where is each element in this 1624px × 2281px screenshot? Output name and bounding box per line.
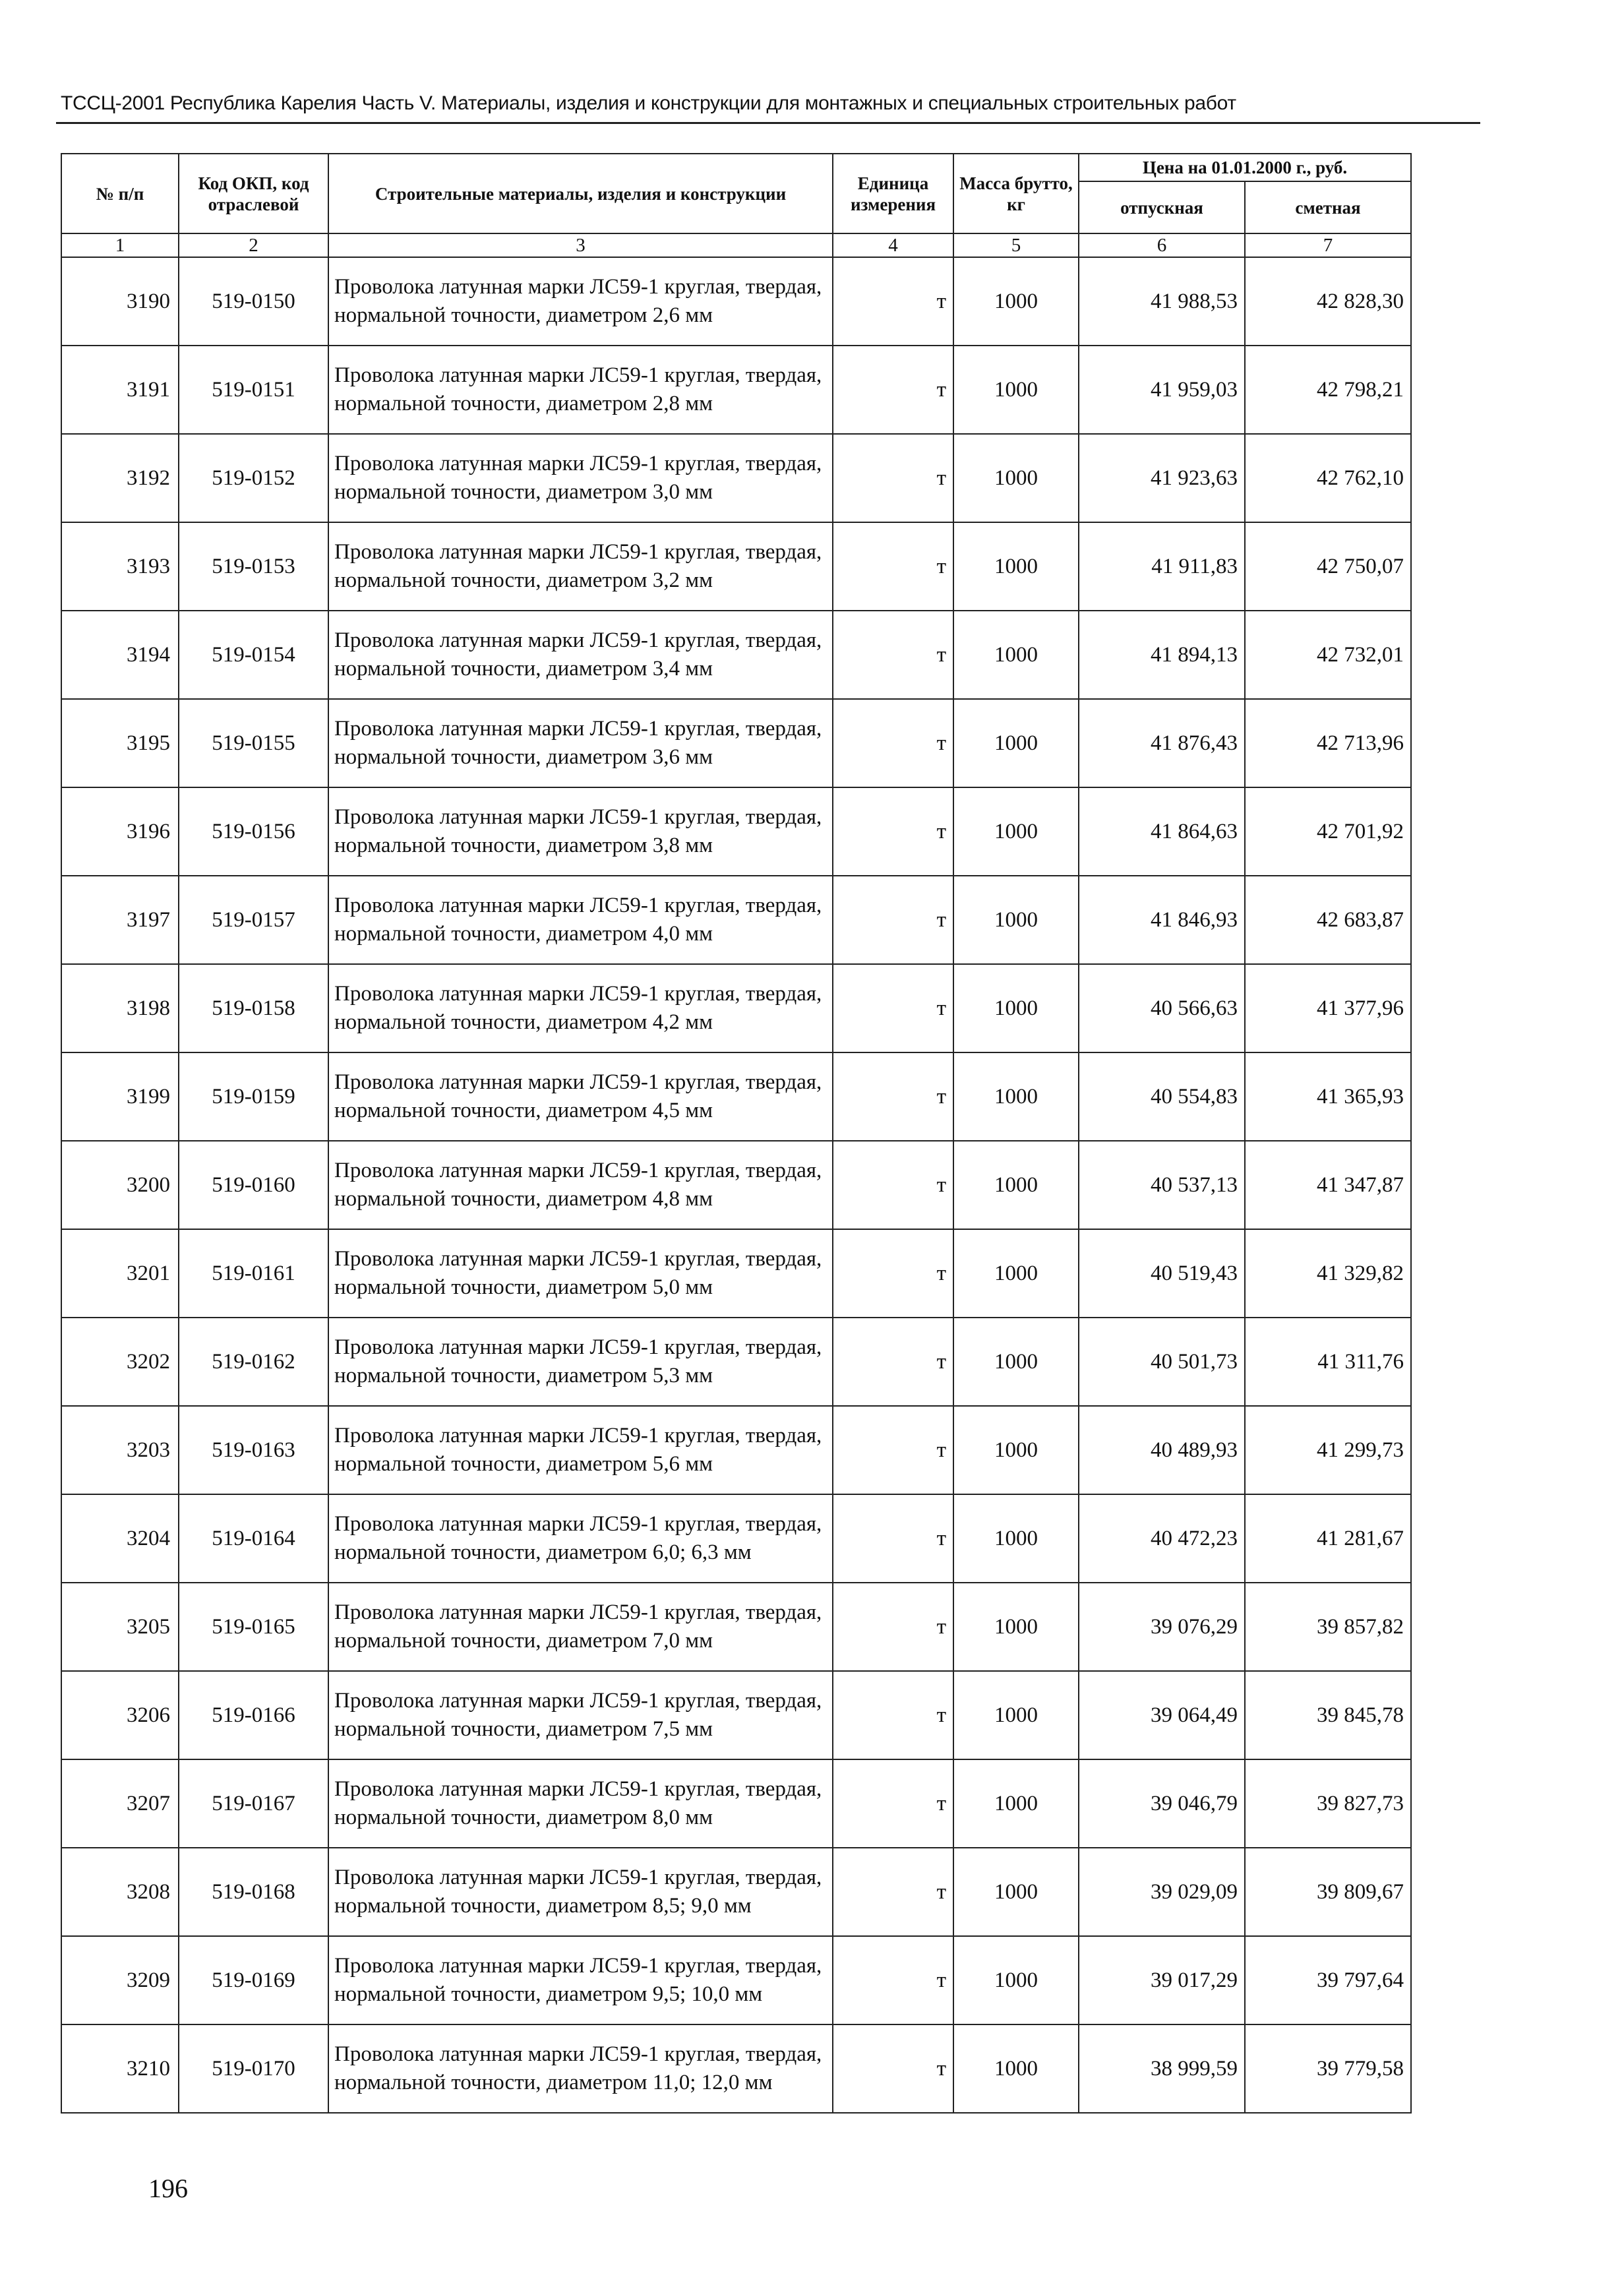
gross-mass: 1000 [953,876,1079,964]
material-name: Проволока латунная марки ЛС59-1 круглая, твердая, нормальной точности, диаметром 4,0 мм [328,876,833,964]
column-number: 2 [179,233,328,257]
header-name: Строительные материалы, изделия и конструкции [328,154,833,233]
price-release: 40 472,23 [1079,1494,1245,1583]
row-number: 3200 [61,1141,179,1229]
row-number: 3206 [61,1671,179,1759]
column-number: 4 [833,233,953,257]
unit-of-measure: т [833,257,953,346]
header-unit: Единица измерения [833,154,953,233]
row-number: 3207 [61,1759,179,1848]
gross-mass: 1000 [953,1494,1079,1583]
unit-of-measure: т [833,1318,953,1406]
material-name: Проволока латунная марки ЛС59-1 круглая, твердая, нормальной точности, диаметром 4,2 мм [328,964,833,1052]
okp-code: 519-0152 [179,434,328,522]
okp-code: 519-0170 [179,2024,328,2113]
price-estimate: 39 827,73 [1245,1759,1411,1848]
material-name: Проволока латунная марки ЛС59-1 круглая, твердая, нормальной точности, диаметром 4,8 мм [328,1141,833,1229]
material-name: Проволока латунная марки ЛС59-1 круглая, твердая, нормальной точности, диаметром 8,5; 9,0 мм [328,1848,833,1936]
row-number: 3191 [61,346,179,434]
row-number: 3192 [61,434,179,522]
okp-code: 519-0156 [179,787,328,876]
row-number: 3208 [61,1848,179,1936]
material-name: Проволока латунная марки ЛС59-1 круглая, твердая, нормальной точности, диаметром 9,5; 10,0 мм [328,1936,833,2024]
gross-mass: 1000 [953,346,1079,434]
material-name: Проволока латунная марки ЛС59-1 круглая, твердая, нормальной точности, диаметром 3,6 мм [328,699,833,787]
running-header: ТССЦ-2001 Республика Карелия Часть V. Материалы, изделия и конструкции для монтажных и специальных строительных работ [61,92,1236,114]
row-number: 3210 [61,2024,179,2113]
table-row [61,1848,1411,1936]
material-name: Проволока латунная марки ЛС59-1 круглая, твердая, нормальной точности, диаметром 7,0 мм [328,1583,833,1671]
column-number: 3 [328,233,833,257]
material-name: Проволока латунная марки ЛС59-1 круглая, твердая, нормальной точности, диаметром 8,0 мм [328,1759,833,1848]
okp-code: 519-0153 [179,522,328,611]
price-estimate: 39 809,67 [1245,1848,1411,1936]
unit-of-measure: т [833,699,953,787]
gross-mass: 1000 [953,1583,1079,1671]
gross-mass: 1000 [953,964,1079,1052]
unit-of-measure: т [833,1759,953,1848]
okp-code: 519-0155 [179,699,328,787]
column-number: 1 [61,233,179,257]
table-row [61,876,1411,964]
unit-of-measure: т [833,434,953,522]
okp-code: 519-0166 [179,1671,328,1759]
material-name: Проволока латунная марки ЛС59-1 круглая, твердая, нормальной точности, диаметром 3,0 мм [328,434,833,522]
okp-code: 519-0159 [179,1052,328,1141]
price-release: 40 554,83 [1079,1052,1245,1141]
price-release: 40 519,43 [1079,1229,1245,1318]
table-row [61,257,1411,346]
table-row [61,1494,1411,1583]
material-name: Проволока латунная марки ЛС59-1 круглая, твердая, нормальной точности, диаметром 2,8 мм [328,346,833,434]
table-row [61,611,1411,699]
table-row [61,346,1411,434]
okp-code: 519-0169 [179,1936,328,2024]
price-release: 39 029,09 [1079,1848,1245,1936]
row-number: 3196 [61,787,179,876]
header-price-estimate: сметная [1245,181,1411,233]
unit-of-measure: т [833,522,953,611]
price-estimate: 41 365,93 [1245,1052,1411,1141]
price-release: 41 923,63 [1079,434,1245,522]
price-estimate: 42 732,01 [1245,611,1411,699]
row-number: 3209 [61,1936,179,2024]
row-number: 3198 [61,964,179,1052]
table-row [61,434,1411,522]
price-estimate: 39 779,58 [1245,2024,1411,2113]
price-estimate: 41 281,67 [1245,1494,1411,1583]
gross-mass: 1000 [953,787,1079,876]
table-row [61,2024,1411,2113]
okp-code: 519-0160 [179,1141,328,1229]
unit-of-measure: т [833,876,953,964]
header-rule [56,122,1480,124]
page-number: 196 [148,2174,188,2203]
okp-code: 519-0154 [179,611,328,699]
gross-mass: 1000 [953,257,1079,346]
header-price-group: Цена на 01.01.2000 г., руб. [1079,154,1411,181]
table-row [61,1759,1411,1848]
table-row [61,787,1411,876]
row-number: 3201 [61,1229,179,1318]
gross-mass: 1000 [953,1936,1079,2024]
unit-of-measure: т [833,1406,953,1494]
price-release: 40 489,93 [1079,1406,1245,1494]
material-name: Проволока латунная марки ЛС59-1 круглая, твердая, нормальной точности, диаметром 3,2 мм [328,522,833,611]
table-row [61,1141,1411,1229]
table-row [61,1229,1411,1318]
gross-mass: 1000 [953,1406,1079,1494]
row-number: 3194 [61,611,179,699]
row-number: 3195 [61,699,179,787]
table-row [61,1583,1411,1671]
row-number: 3203 [61,1406,179,1494]
unit-of-measure: т [833,1494,953,1583]
okp-code: 519-0158 [179,964,328,1052]
unit-of-measure: т [833,1141,953,1229]
okp-code: 519-0161 [179,1229,328,1318]
price-release: 41 988,53 [1079,257,1245,346]
column-number: 7 [1245,233,1411,257]
unit-of-measure: т [833,1936,953,2024]
table-row [61,1936,1411,2024]
price-estimate: 42 750,07 [1245,522,1411,611]
unit-of-measure: т [833,1848,953,1936]
row-number: 3205 [61,1583,179,1671]
price-release: 41 959,03 [1079,346,1245,434]
price-estimate: 39 857,82 [1245,1583,1411,1671]
price-estimate: 41 311,76 [1245,1318,1411,1406]
table-row [61,964,1411,1052]
price-estimate: 39 845,78 [1245,1671,1411,1759]
price-release: 40 537,13 [1079,1141,1245,1229]
price-estimate: 41 377,96 [1245,964,1411,1052]
table-body [61,233,1411,2113]
price-release: 39 076,29 [1079,1583,1245,1671]
okp-code: 519-0163 [179,1406,328,1494]
price-release: 41 876,43 [1079,699,1245,787]
price-table [61,153,1412,2114]
row-number: 3190 [61,257,179,346]
price-estimate: 41 347,87 [1245,1141,1411,1229]
price-release: 41 894,13 [1079,611,1245,699]
okp-code: 519-0167 [179,1759,328,1848]
gross-mass: 1000 [953,522,1079,611]
unit-of-measure: т [833,964,953,1052]
gross-mass: 1000 [953,1848,1079,1936]
material-name: Проволока латунная марки ЛС59-1 круглая, твердая, нормальной точности, диаметром 6,0; 6,3 мм [328,1494,833,1583]
header-mass: Масса брутто, кг [953,154,1079,233]
okp-code: 519-0157 [179,876,328,964]
gross-mass: 1000 [953,1229,1079,1318]
material-name: Проволока латунная марки ЛС59-1 круглая, твердая, нормальной точности, диаметром 4,5 мм [328,1052,833,1141]
column-number: 5 [953,233,1079,257]
price-estimate: 41 299,73 [1245,1406,1411,1494]
price-release: 40 566,63 [1079,964,1245,1052]
price-estimate: 41 329,82 [1245,1229,1411,1318]
table-row [61,1318,1411,1406]
okp-code: 519-0168 [179,1848,328,1936]
gross-mass: 1000 [953,611,1079,699]
material-name: Проволока латунная марки ЛС59-1 круглая, твердая, нормальной точности, диаметром 3,8 мм [328,787,833,876]
gross-mass: 1000 [953,434,1079,522]
unit-of-measure: т [833,611,953,699]
header-num: № п/п [61,154,179,233]
row-number: 3197 [61,876,179,964]
okp-code: 519-0150 [179,257,328,346]
material-name: Проволока латунная марки ЛС59-1 круглая, твердая, нормальной точности, диаметром 11,0; 12,0 мм [328,2024,833,2113]
unit-of-measure: т [833,1229,953,1318]
column-number: 6 [1079,233,1245,257]
table-row [61,522,1411,611]
unit-of-measure: т [833,2024,953,2113]
price-estimate: 42 798,21 [1245,346,1411,434]
okp-code: 519-0164 [179,1494,328,1583]
material-name: Проволока латунная марки ЛС59-1 круглая, твердая, нормальной точности, диаметром 5,0 мм [328,1229,833,1318]
header-price-release: отпускная [1079,181,1245,233]
row-number: 3202 [61,1318,179,1406]
unit-of-measure: т [833,1583,953,1671]
column-number-row [61,233,1411,257]
gross-mass: 1000 [953,699,1079,787]
row-number: 3204 [61,1494,179,1583]
material-name: Проволока латунная марки ЛС59-1 круглая, твердая, нормальной точности, диаметром 5,3 мм [328,1318,833,1406]
gross-mass: 1000 [953,1318,1079,1406]
price-release: 39 064,49 [1079,1671,1245,1759]
unit-of-measure: т [833,1052,953,1141]
unit-of-measure: т [833,1671,953,1759]
price-estimate: 42 683,87 [1245,876,1411,964]
gross-mass: 1000 [953,1671,1079,1759]
price-estimate: 39 797,64 [1245,1936,1411,2024]
price-release: 39 046,79 [1079,1759,1245,1848]
price-release: 41 911,83 [1079,522,1245,611]
okp-code: 519-0162 [179,1318,328,1406]
gross-mass: 1000 [953,2024,1079,2113]
price-release: 41 864,63 [1079,787,1245,876]
table-row [61,1406,1411,1494]
okp-code: 519-0151 [179,346,328,434]
material-name: Проволока латунная марки ЛС59-1 круглая, твердая, нормальной точности, диаметром 2,6 мм [328,257,833,346]
price-release: 38 999,59 [1079,2024,1245,2113]
unit-of-measure: т [833,346,953,434]
okp-code: 519-0165 [179,1583,328,1671]
gross-mass: 1000 [953,1759,1079,1848]
price-release: 41 846,93 [1079,876,1245,964]
table-row [61,699,1411,787]
gross-mass: 1000 [953,1141,1079,1229]
table-row [61,1671,1411,1759]
price-estimate: 42 701,92 [1245,787,1411,876]
header-code: Код ОКП, код отраслевой [179,154,328,233]
price-estimate: 42 713,96 [1245,699,1411,787]
row-number: 3193 [61,522,179,611]
material-name: Проволока латунная марки ЛС59-1 круглая, твердая, нормальной точности, диаметром 3,4 мм [328,611,833,699]
row-number: 3199 [61,1052,179,1141]
price-estimate: 42 828,30 [1245,257,1411,346]
unit-of-measure: т [833,787,953,876]
material-name: Проволока латунная марки ЛС59-1 круглая, твердая, нормальной точности, диаметром 5,6 мм [328,1406,833,1494]
price-estimate: 42 762,10 [1245,434,1411,522]
material-name: Проволока латунная марки ЛС59-1 круглая, твердая, нормальной точности, диаметром 7,5 мм [328,1671,833,1759]
price-release: 39 017,29 [1079,1936,1245,2024]
price-release: 40 501,73 [1079,1318,1245,1406]
gross-mass: 1000 [953,1052,1079,1141]
table-row [61,1052,1411,1141]
